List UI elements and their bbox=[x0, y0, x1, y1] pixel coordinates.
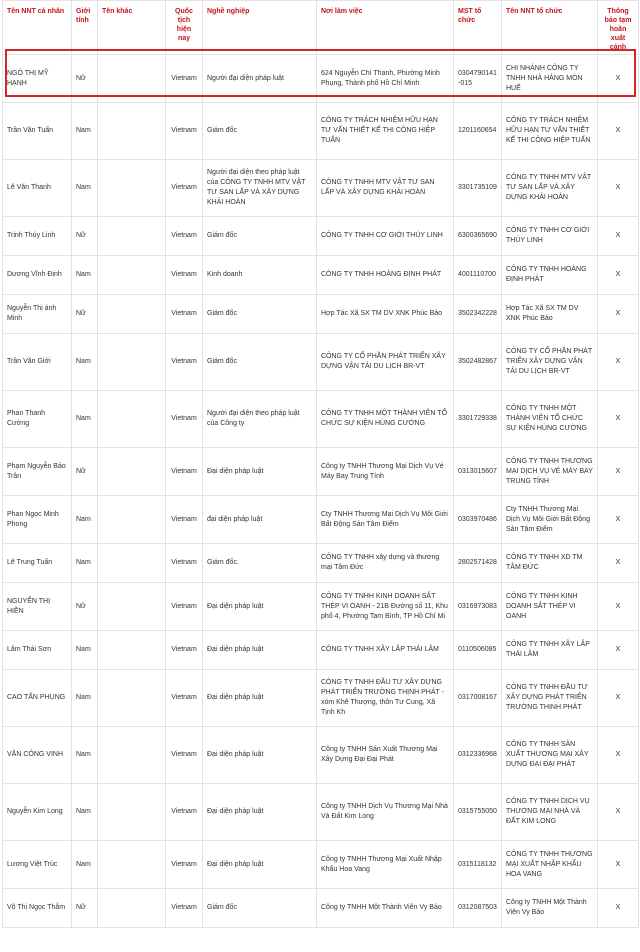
cell-notice: X bbox=[598, 448, 639, 496]
cell-nationality: Vietnam bbox=[166, 583, 203, 631]
header-org-name: Tên NNT tổ chức bbox=[502, 1, 598, 55]
cell-occupation: Đại diện pháp luật bbox=[203, 670, 317, 727]
cell-name: Võ Thị Ngọc Thắm bbox=[3, 889, 72, 928]
cell-other-name bbox=[98, 496, 166, 544]
cell-notice: X bbox=[598, 889, 639, 928]
table-row bbox=[3, 448, 639, 496]
cell-notice: X bbox=[598, 544, 639, 583]
cell-notice: X bbox=[598, 160, 639, 217]
cell-tax-code: 0316973083 bbox=[454, 583, 502, 631]
cell-name: Lê Trung Tuấn bbox=[3, 544, 72, 583]
cell-gender: Nam bbox=[72, 391, 98, 448]
cell-occupation: Giám đốc bbox=[203, 295, 317, 334]
cell-workplace: CÔNG TY TNHH HOÀNG ĐỊNH PHÁT bbox=[317, 256, 454, 295]
table-row bbox=[3, 256, 639, 295]
cell-occupation: Đại diện pháp luật bbox=[203, 841, 317, 889]
table-row bbox=[3, 583, 639, 631]
table-row bbox=[3, 217, 639, 256]
cell-occupation: đại diện pháp luật bbox=[203, 496, 317, 544]
cell-tax-code: 3502482867 bbox=[454, 334, 502, 391]
cell-tax-code: 4001110700 bbox=[454, 256, 502, 295]
cell-occupation: Giám đốc bbox=[203, 334, 317, 391]
cell-other-name bbox=[98, 55, 166, 103]
cell-org-name: CÔNG TY TNHH CƠ GIỚI THÚY LINH bbox=[502, 217, 598, 256]
header-gender: Giới tính bbox=[72, 1, 98, 55]
cell-other-name bbox=[98, 727, 166, 784]
cell-org-name: CHI NHÁNH CÔNG TY TNHH NHÀ HÀNG MÓN HUẾ bbox=[502, 55, 598, 103]
cell-notice: X bbox=[598, 496, 639, 544]
table-row bbox=[3, 160, 639, 217]
cell-occupation: Giám đốc bbox=[203, 217, 317, 256]
cell-workplace: CÔNG TY TRÁCH NHIỆM HỮU HẠN TƯ VẤN THIẾT KẾ THI CÔNG HIỆP TUẤN bbox=[317, 103, 454, 160]
cell-nationality: Vietnam bbox=[166, 391, 203, 448]
cell-notice: X bbox=[598, 217, 639, 256]
cell-occupation: Giám đốc bbox=[203, 103, 317, 160]
cell-gender: Nam bbox=[72, 160, 98, 217]
cell-nationality: Vietnam bbox=[166, 334, 203, 391]
cell-org-name: Hợp Tác Xã SX TM DV XNK Phúc Bảo bbox=[502, 295, 598, 334]
cell-nationality: Vietnam bbox=[166, 160, 203, 217]
cell-other-name bbox=[98, 391, 166, 448]
cell-gender: Nam bbox=[72, 631, 98, 670]
cell-org-name: Công ty TNHH Một Thành Viên Vy Bảo bbox=[502, 889, 598, 928]
cell-other-name bbox=[98, 583, 166, 631]
cell-notice: X bbox=[598, 784, 639, 841]
cell-workplace: CÔNG TY TNHH xây dựng và thương mại Tâm Đức bbox=[317, 544, 454, 583]
cell-notice: X bbox=[598, 670, 639, 727]
table-row bbox=[3, 889, 639, 928]
cell-tax-code: 0317008167 bbox=[454, 670, 502, 727]
cell-gender: Nam bbox=[72, 544, 98, 583]
cell-nationality: Vietnam bbox=[166, 544, 203, 583]
cell-workplace: CÔNG TY TNHH MTV VẬT TƯ SAN LẤP VÀ XÂY DỰNG KHẢI HOÀN bbox=[317, 160, 454, 217]
cell-name: NGÔ THỊ MỸ HẠNH bbox=[3, 55, 72, 103]
cell-notice: X bbox=[598, 391, 639, 448]
cell-name: Nguyễn Thị ánh Minh bbox=[3, 295, 72, 334]
cell-notice: X bbox=[598, 256, 639, 295]
cell-nationality: Vietnam bbox=[166, 841, 203, 889]
cell-gender: Nữ bbox=[72, 583, 98, 631]
cell-occupation: Người đại diện theo pháp luật của Công ty bbox=[203, 391, 317, 448]
cell-org-name: CÔNG TY TNHH THƯƠNG MẠI XUẤT NHẬP KHẨU HOA VANG bbox=[502, 841, 598, 889]
cell-gender: Nữ bbox=[72, 448, 98, 496]
cell-gender: Nam bbox=[72, 256, 98, 295]
cell-occupation: Kinh doanh bbox=[203, 256, 317, 295]
cell-org-name: CÔNG TY TNHH MỘT THÀNH VIÊN TỔ CHỨC SỰ KIỆN HÙNG CƯỜNG bbox=[502, 391, 598, 448]
cell-name: NGUYỄN THỊ HIỀN bbox=[3, 583, 72, 631]
cell-other-name bbox=[98, 544, 166, 583]
cell-other-name bbox=[98, 670, 166, 727]
cell-name: Phan Ngọc Minh Phong bbox=[3, 496, 72, 544]
cell-workplace: CÔNG TY TNHH XÂY LẮP THÁI LÂM bbox=[317, 631, 454, 670]
cell-org-name: CÔNG TY TNHH ĐẦU TƯ XÂY DỰNG PHÁT TRIỂN TRƯỜNG THỊNH PHÁT bbox=[502, 670, 598, 727]
cell-org-name: CÔNG TY TNHH XÂY LẮP THÁI LÂM bbox=[502, 631, 598, 670]
cell-org-name: CÔNG TY TRÁCH NHIỆM HỮU HẠN TƯ VẤN THIẾT KẾ THI CÔNG HIỆP TUẤN bbox=[502, 103, 598, 160]
cell-tax-code: 6300365690 bbox=[454, 217, 502, 256]
cell-name: Lương Việt Trúc bbox=[3, 841, 72, 889]
cell-occupation: Đại diện pháp luật bbox=[203, 784, 317, 841]
cell-notice: X bbox=[598, 295, 639, 334]
cell-nationality: Vietnam bbox=[166, 496, 203, 544]
cell-workplace: CÔNG TY TNHH KINH DOANH SẮT THÉP VI OANH - 21B Đường số 11, Khu phố 4, Phường Tam Bình, TP Hồ Chí Mi bbox=[317, 583, 454, 631]
cell-workplace: Công ty TNHH Thương Mại Dịch Vụ Vé Máy Bay Trung Tính bbox=[317, 448, 454, 496]
cell-org-name: CÔNG TY TNHH MTV VẬT TƯ SAN LẤP VÀ XÂY DỰNG KHẢI HOÀN bbox=[502, 160, 598, 217]
cell-org-name: CÔNG TY TNHH THƯƠNG MẠI DỊCH VỤ VÉ MÁY BAY TRUNG TÍNH bbox=[502, 448, 598, 496]
cell-occupation: Đại diện pháp luật bbox=[203, 631, 317, 670]
header-notice: Thông báo tạm hoãn xuất cảnh bbox=[598, 1, 639, 55]
cell-occupation: Đại diện pháp luật bbox=[203, 727, 317, 784]
cell-nationality: Vietnam bbox=[166, 103, 203, 160]
cell-nationality: Vietnam bbox=[166, 727, 203, 784]
cell-tax-code: 0313015607 bbox=[454, 448, 502, 496]
table-row bbox=[3, 55, 639, 103]
cell-gender: Nam bbox=[72, 841, 98, 889]
cell-name: VĂN CÔNG VINH bbox=[3, 727, 72, 784]
cell-gender: Nữ bbox=[72, 217, 98, 256]
cell-tax-code: 3301735109 bbox=[454, 160, 502, 217]
header-name: Tên NNT cá nhân bbox=[3, 1, 72, 55]
cell-other-name bbox=[98, 217, 166, 256]
cell-org-name: CÔNG TY TNHH SẢN XUẤT THƯƠNG MẠI XÂY DỰNG ĐẠI ĐẠI PHÁT bbox=[502, 727, 598, 784]
cell-other-name bbox=[98, 841, 166, 889]
cell-tax-code: 3502342228 bbox=[454, 295, 502, 334]
cell-notice: X bbox=[598, 583, 639, 631]
cell-tax-code: 0303970486 bbox=[454, 496, 502, 544]
cell-tax-code: 1201160654 bbox=[454, 103, 502, 160]
cell-name: Phạm Nguyễn Bảo Trân bbox=[3, 448, 72, 496]
cell-org-name: CÔNG TY TNHH KINH DOANH SẮT THÉP VI OANH bbox=[502, 583, 598, 631]
cell-notice: X bbox=[598, 727, 639, 784]
cell-other-name bbox=[98, 256, 166, 295]
cell-gender: Nam bbox=[72, 496, 98, 544]
cell-name: Dương Vĩnh Định bbox=[3, 256, 72, 295]
header-tax-code: MST tổ chức bbox=[454, 1, 502, 55]
cell-nationality: Vietnam bbox=[166, 295, 203, 334]
cell-notice: X bbox=[598, 55, 639, 103]
cell-tax-code: 0315755050 bbox=[454, 784, 502, 841]
cell-org-name: CÔNG TY TNHH HOÀNG ĐỊNH PHÁT bbox=[502, 256, 598, 295]
header-other-name: Tên khác bbox=[98, 1, 166, 55]
cell-other-name bbox=[98, 295, 166, 334]
table-row bbox=[3, 103, 639, 160]
header-workplace: Nơi làm việc bbox=[317, 1, 454, 55]
cell-gender: Nữ bbox=[72, 889, 98, 928]
cell-workplace: CÔNG TY CỔ PHẦN PHÁT TRIỂN XÂY DỰNG VẬN TẢI DU LỊCH BR-VT bbox=[317, 334, 454, 391]
cell-workplace: Công ty TNHH Sản Xuất Thương Mại Xây Dựng Đại Đại Phát bbox=[317, 727, 454, 784]
cell-workplace: Cty TNHH Thương Mại Dịch Vụ Môi Giới Bất Động Sản Tâm Điểm bbox=[317, 496, 454, 544]
cell-notice: X bbox=[598, 631, 639, 670]
cell-name: CAO TẤN PHỤNG bbox=[3, 670, 72, 727]
cell-occupation: Người đại diện theo pháp luật của CÔNG TY TNHH MTV VẬT TƯ SAN LẤP VÀ XÂY DỰNG KHẢI HOÀN bbox=[203, 160, 317, 217]
header-nationality: Quốc tịch hiện nay bbox=[166, 1, 203, 55]
header-occupation: Nghề nghiệp bbox=[203, 1, 317, 55]
cell-name: Trần Văn Tuấn bbox=[3, 103, 72, 160]
table-row bbox=[3, 727, 639, 784]
cell-gender: Nữ bbox=[72, 295, 98, 334]
cell-workplace: Công ty TNHH Một Thành Viên Vy Bảo bbox=[317, 889, 454, 928]
cell-notice: X bbox=[598, 841, 639, 889]
cell-occupation: Đại diện pháp luật bbox=[203, 583, 317, 631]
cell-notice: X bbox=[598, 103, 639, 160]
cell-tax-code: 0312336968 bbox=[454, 727, 502, 784]
table-row bbox=[3, 670, 639, 727]
cell-occupation: Giám đốc. bbox=[203, 544, 317, 583]
cell-other-name bbox=[98, 448, 166, 496]
cell-org-name: CÔNG TY TNHH XD TM TÂM ĐỨC bbox=[502, 544, 598, 583]
cell-gender: Nam bbox=[72, 727, 98, 784]
cell-other-name bbox=[98, 784, 166, 841]
cell-nationality: Vietnam bbox=[166, 256, 203, 295]
cell-name: Lê Văn Thanh bbox=[3, 160, 72, 217]
cell-tax-code: 0304790141-015 bbox=[454, 55, 502, 103]
cell-tax-code: 3301729338 bbox=[454, 391, 502, 448]
cell-workplace: CÔNG TY TNHH ĐẦU TƯ XÂY DỰNG PHÁT TRIỂN TRƯỜNG THỊNH PHÁT - xóm Khê Thượng, thôn Tư Cung, Xã Tịnh Kh bbox=[317, 670, 454, 727]
cell-workplace: Hợp Tác Xã SX TM DV XNK Phúc Bảo bbox=[317, 295, 454, 334]
cell-name: Trịnh Thúy Linh bbox=[3, 217, 72, 256]
cell-gender: Nữ bbox=[72, 55, 98, 103]
cell-other-name bbox=[98, 631, 166, 670]
table-row bbox=[3, 334, 639, 391]
cell-tax-code: 0312087503 bbox=[454, 889, 502, 928]
cell-other-name bbox=[98, 334, 166, 391]
cell-org-name: CÔNG TY CỔ PHẦN PHÁT TRIỂN XÂY DỰNG VẬN TẢI DU LỊCH BR-VT bbox=[502, 334, 598, 391]
table-row bbox=[3, 391, 639, 448]
cell-nationality: Vietnam bbox=[166, 670, 203, 727]
cell-org-name: CÔNG TY TNHH DỊCH VỤ THƯƠNG MẠI NHÀ VÀ ĐẤT KIM LONG bbox=[502, 784, 598, 841]
cell-tax-code: 2802571428 bbox=[454, 544, 502, 583]
table-row bbox=[3, 784, 639, 841]
cell-gender: Nam bbox=[72, 784, 98, 841]
cell-occupation: Người đại diện pháp luật bbox=[203, 55, 317, 103]
cell-workplace: Công ty TNHH Dịch Vụ Thương Mại Nhà Và Đất Kim Long bbox=[317, 784, 454, 841]
cell-nationality: Vietnam bbox=[166, 784, 203, 841]
cell-workplace: CÔNG TY TNHH CƠ GIỚI THÚY LINH bbox=[317, 217, 454, 256]
table-row bbox=[3, 295, 639, 334]
cell-tax-code: 0110506085 bbox=[454, 631, 502, 670]
cell-gender: Nam bbox=[72, 670, 98, 727]
table-row bbox=[3, 841, 639, 889]
cell-nationality: Vietnam bbox=[166, 631, 203, 670]
cell-nationality: Vietnam bbox=[166, 448, 203, 496]
cell-name: Nguyễn Kim Long bbox=[3, 784, 72, 841]
cell-workplace: Công ty TNHH Thương Mại Xuất Nhập Khẩu Hoa Vang bbox=[317, 841, 454, 889]
table-header-row bbox=[3, 1, 639, 55]
cell-gender: Nam bbox=[72, 334, 98, 391]
cell-other-name bbox=[98, 160, 166, 217]
taxpayer-table bbox=[2, 0, 639, 928]
cell-nationality: Vietnam bbox=[166, 889, 203, 928]
cell-occupation: Giám đốc bbox=[203, 889, 317, 928]
cell-name: Phan Thanh Cường bbox=[3, 391, 72, 448]
cell-workplace: 624 Nguyễn Chí Thanh, Phường Minh Phụng, Thành phố Hồ Chí Minh bbox=[317, 55, 454, 103]
cell-name: Lâm Thái Sơn bbox=[3, 631, 72, 670]
cell-tax-code: 0315118132 bbox=[454, 841, 502, 889]
cell-name: Trần Văn Giới bbox=[3, 334, 72, 391]
table-row bbox=[3, 544, 639, 583]
cell-notice: X bbox=[598, 334, 639, 391]
cell-nationality: Vietnam bbox=[166, 217, 203, 256]
cell-other-name bbox=[98, 889, 166, 928]
cell-occupation: Đại diện pháp luật bbox=[203, 448, 317, 496]
cell-workplace: CÔNG TY TNHH MỘT THÀNH VIÊN TỔ CHỨC SỰ KIỆN HÙNG CƯỜNG bbox=[317, 391, 454, 448]
cell-org-name: Cty TNHH Thương Mại Dịch Vụ Môi Giới Bất Động Sản Tâm Điểm bbox=[502, 496, 598, 544]
cell-gender: Nam bbox=[72, 103, 98, 160]
table-row bbox=[3, 496, 639, 544]
cell-other-name bbox=[98, 103, 166, 160]
table-row bbox=[3, 631, 639, 670]
cell-nationality: Vietnam bbox=[166, 55, 203, 103]
